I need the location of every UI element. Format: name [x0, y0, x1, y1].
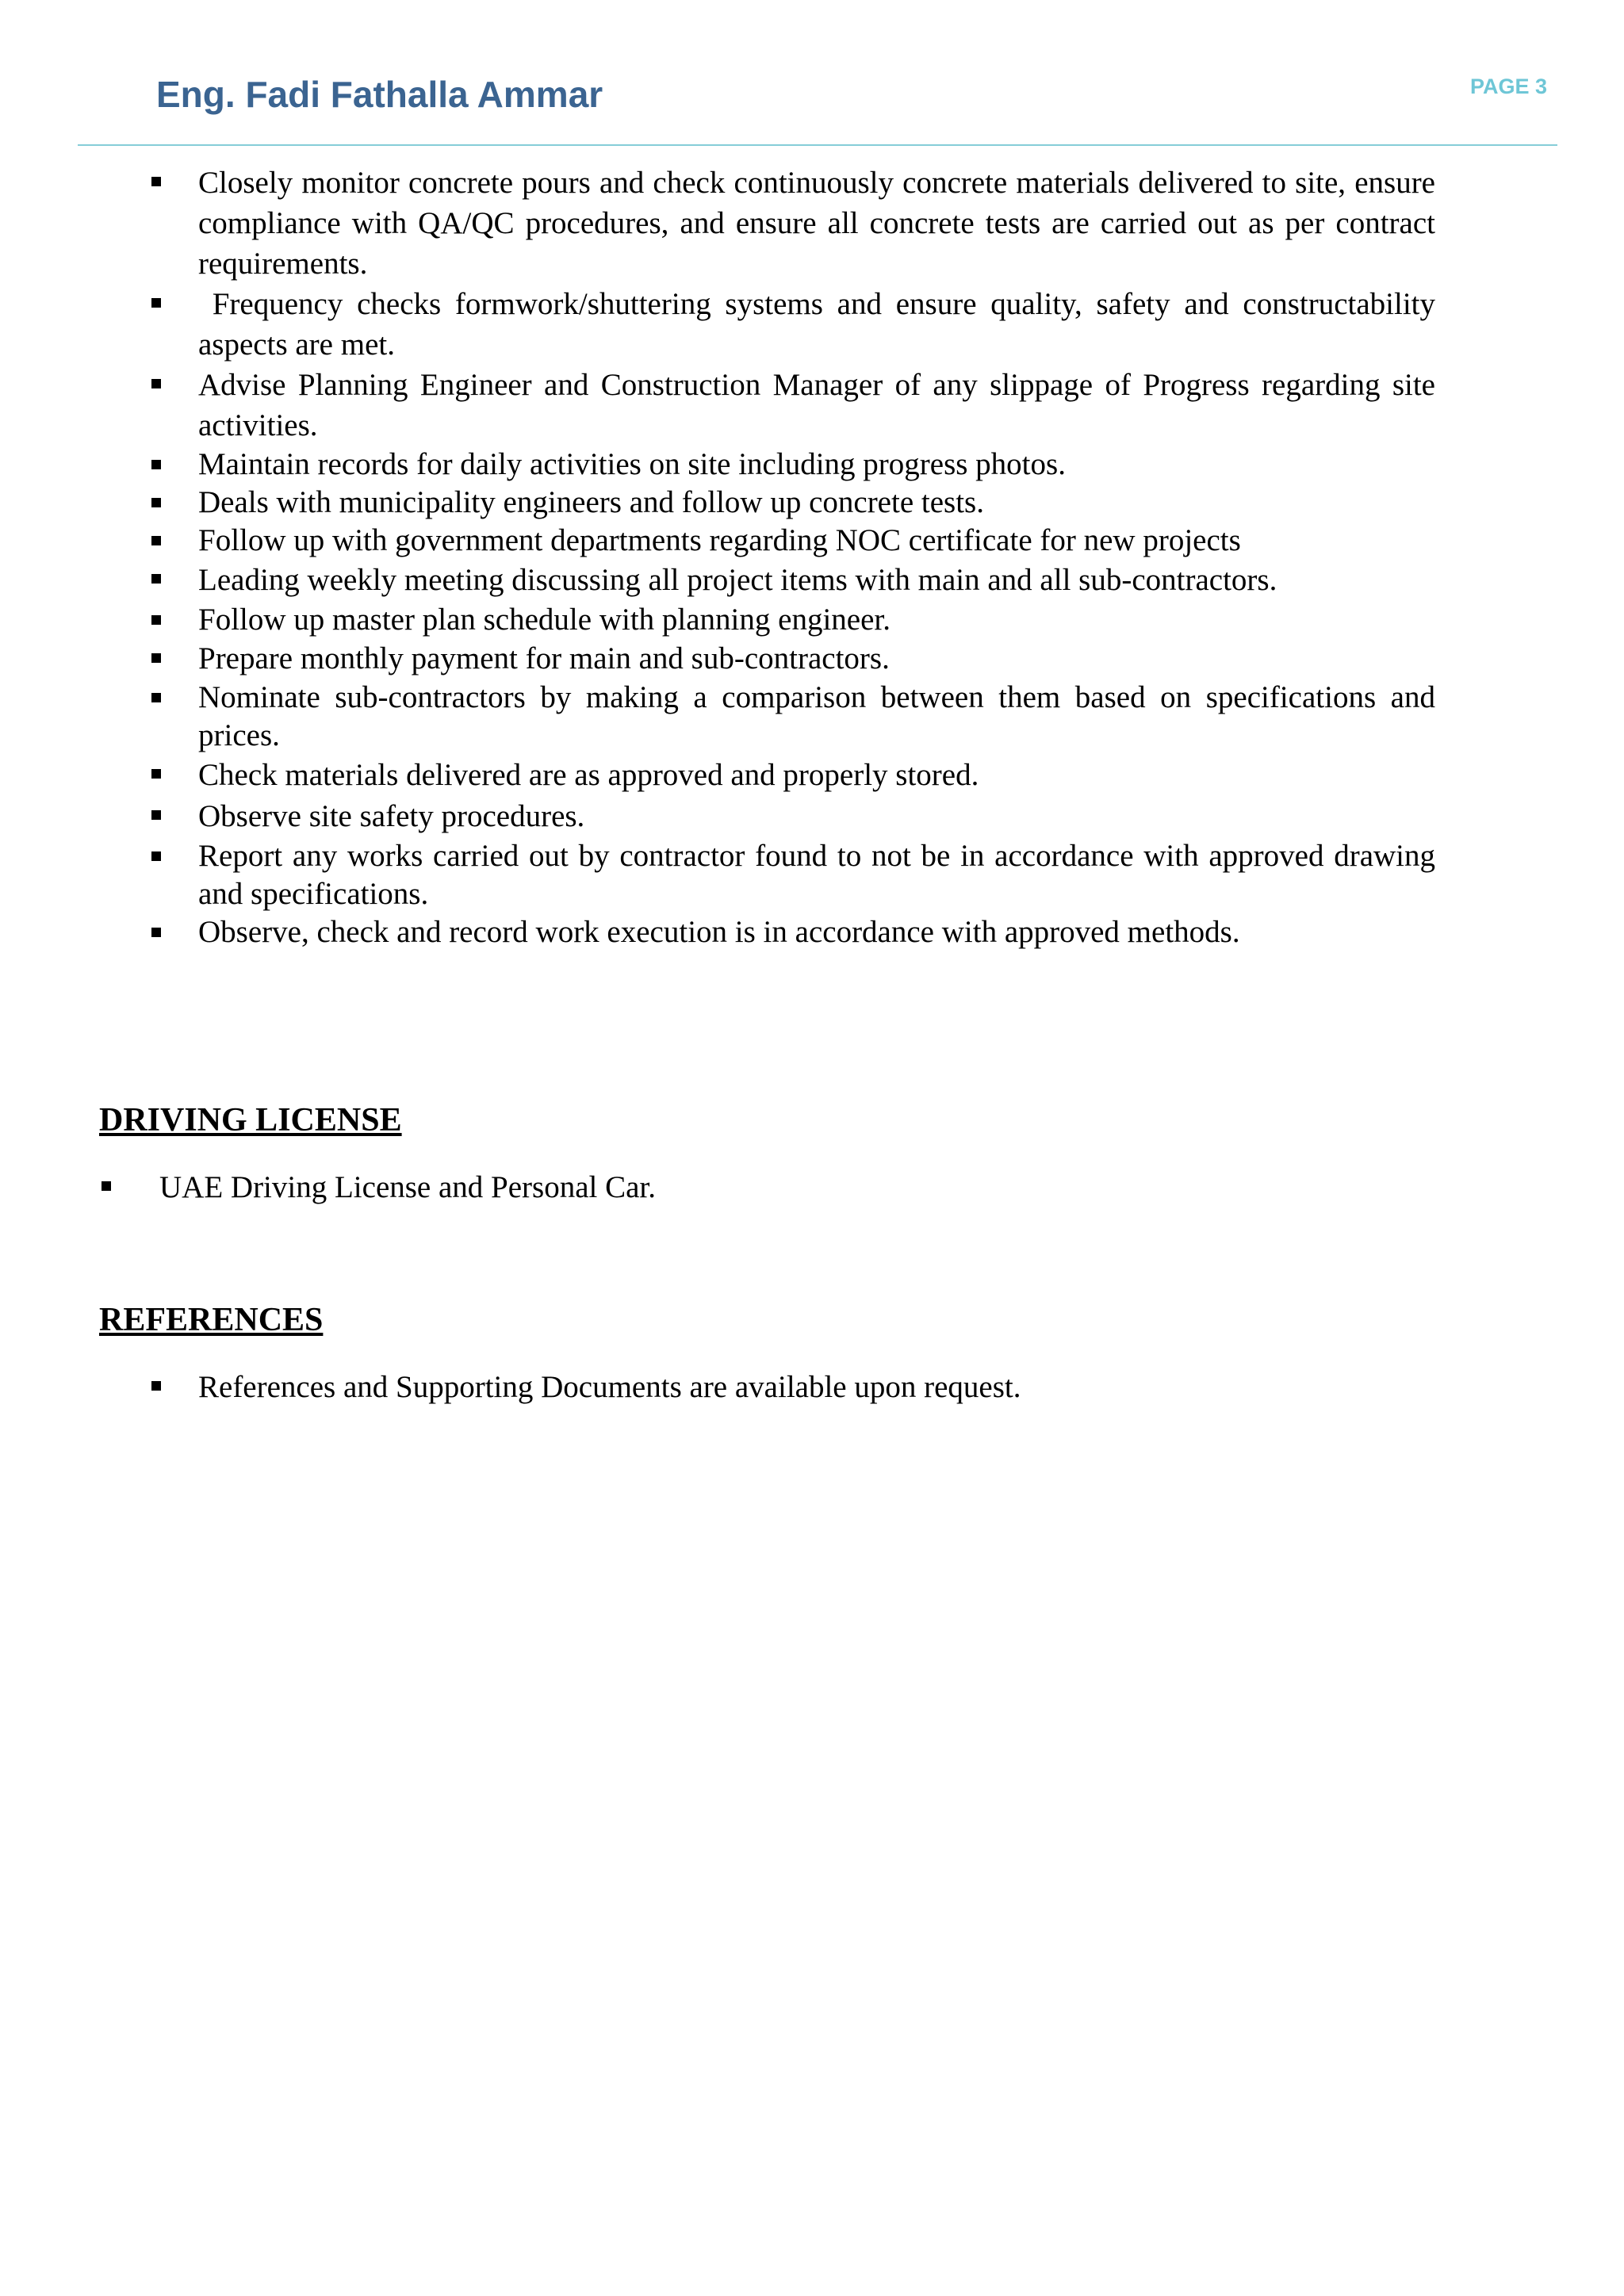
square-bullet-icon [151, 536, 161, 545]
square-bullet-icon [151, 177, 161, 186]
duty-text: Closely monitor concrete pours and check continuously concrete materials delivered to site, ensure compliance with QA/QC procedures, and ensure all concrete tests are carried out as per contract requirements. [198, 166, 1435, 281]
list-item [99, 1167, 1447, 1207]
square-bullet-icon [151, 928, 161, 937]
references-list [147, 1367, 1435, 1407]
duties-list [147, 163, 1443, 951]
square-bullet-icon [151, 574, 161, 584]
duty-text: Nominate sub-contractors by making a comparison between them based on specifications and prices. [198, 680, 1435, 752]
duty-text: Observe site safety procedures. [198, 799, 585, 833]
duty-item [147, 601, 1435, 639]
duty-item [147, 284, 1443, 365]
page-number: PAGE 3 [1469, 75, 1547, 98]
duty-item [147, 913, 1435, 951]
resume-owner-name: Eng. Fadi Fathalla Ammar [156, 74, 603, 115]
duty-item [147, 679, 1435, 755]
duty-item [147, 837, 1435, 913]
square-bullet-icon [151, 851, 161, 861]
square-bullet-icon [151, 653, 161, 663]
list-item [147, 1367, 1435, 1407]
square-bullet-icon [151, 1381, 161, 1391]
duty-item [147, 163, 1435, 284]
duty-item [147, 484, 1435, 522]
duty-text: Frequency checks formwork/shuttering systems and ensure quality, safety and constructability aspects are met. [198, 287, 1443, 362]
square-bullet-icon [151, 298, 161, 308]
duty-item [147, 522, 1435, 560]
duty-text: Deals with municipality engineers and follow up concrete tests. [198, 485, 984, 519]
square-bullet-icon [102, 1181, 111, 1191]
duty-text: Report any works carried out by contractor found to not be in accordance with approved drawing and specifications. [198, 839, 1435, 911]
square-bullet-icon [151, 810, 161, 820]
square-bullet-icon [151, 379, 161, 388]
references-heading: REFERENCES [99, 1302, 324, 1338]
duty-text: Observe, check and record work execution is in accordance with approved methods. [198, 915, 1240, 949]
duty-item [147, 446, 1435, 484]
duty-text: Check materials delivered are as approved and properly stored. [198, 758, 979, 792]
driving-license-heading: DRIVING LICENSE [99, 1102, 402, 1138]
square-bullet-icon [151, 769, 161, 779]
square-bullet-icon [151, 498, 161, 507]
driving-license-text: UAE Driving License and Personal Car. [159, 1170, 657, 1204]
driving-license-list [99, 1167, 1447, 1207]
duty-item [147, 639, 1435, 679]
square-bullet-icon [151, 615, 161, 625]
references-text: References and Supporting Documents are available upon request. [198, 1370, 1021, 1404]
duty-item [147, 755, 1435, 796]
square-bullet-icon [151, 693, 161, 702]
duty-item [147, 560, 1435, 601]
duty-text: Leading weekly meeting discussing all project items with main and all sub-contractors. [198, 563, 1277, 597]
duty-item [147, 365, 1435, 446]
duty-text: Follow up with government departments regarding NOC certificate for new projects [198, 523, 1241, 557]
square-bullet-icon [151, 460, 161, 469]
duty-text: Advise Planning Engineer and Construction Manager of any slippage of Progress regarding site activities. [198, 368, 1435, 442]
header-divider [78, 144, 1557, 146]
duty-text: Follow up master plan schedule with planning engineer. [198, 603, 891, 637]
duty-text: Prepare monthly payment for main and sub-contractors. [198, 641, 890, 675]
duty-text: Maintain records for daily activities on site including progress photos. [198, 447, 1066, 481]
duty-item [147, 796, 1435, 837]
